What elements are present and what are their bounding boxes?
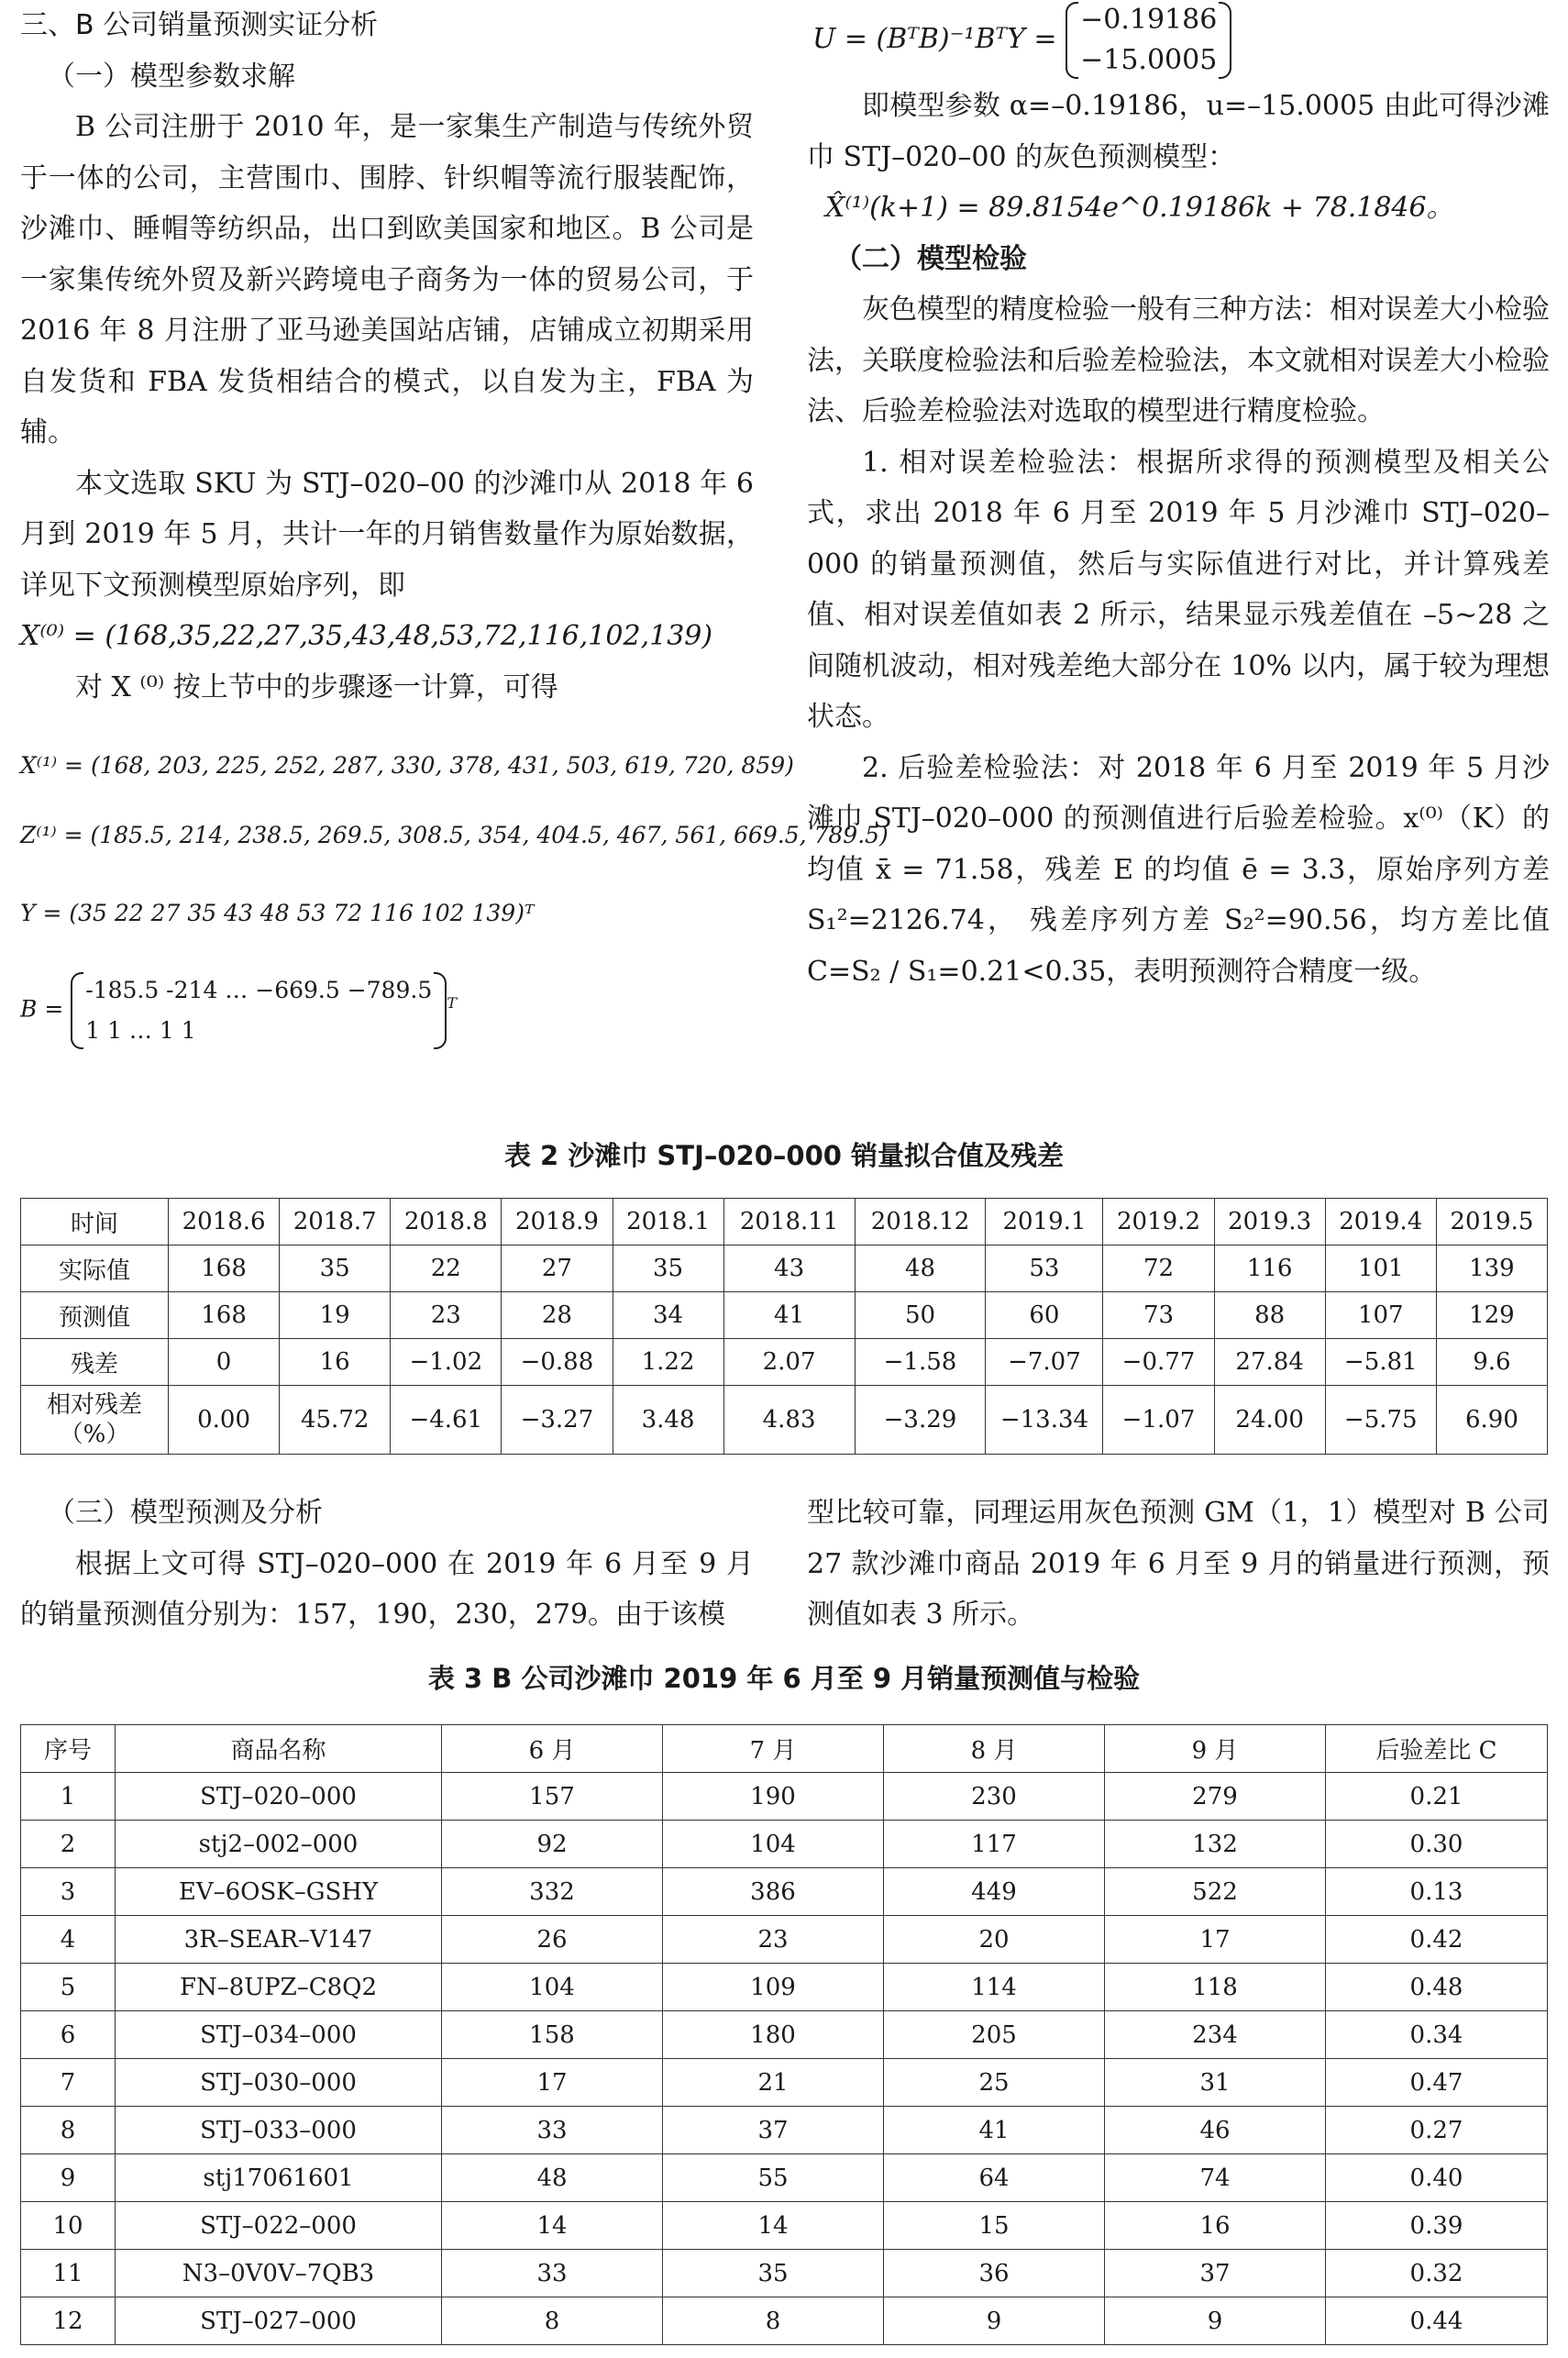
table-cell: 6.90 [1436, 1386, 1547, 1455]
table-cell: 230 [884, 1773, 1105, 1821]
table-cell: 20 [884, 1916, 1105, 1964]
table-cell: −1.07 [1103, 1386, 1214, 1455]
table-cell: −4.61 [391, 1386, 502, 1455]
table-cell: 24.00 [1214, 1386, 1325, 1455]
header-cell: 序号 [21, 1725, 116, 1773]
table-cell: 33 [442, 2107, 663, 2154]
table-cell: STJ–030–000 [116, 2059, 442, 2107]
table-cell: 180 [663, 2011, 884, 2059]
table-cell: 43 [723, 1245, 855, 1292]
table-cell: N3–0V0V–7QB3 [116, 2250, 442, 2297]
header-cell: 2018.9 [502, 1199, 613, 1245]
header-cell: 商品名称 [116, 1725, 442, 1773]
table-cell: STJ–027–000 [116, 2297, 442, 2345]
table-cell: 0.30 [1326, 1821, 1548, 1868]
table-cell: STJ–034–000 [116, 2011, 442, 2059]
table-cell: −3.27 [502, 1386, 613, 1455]
table-cell: 0.32 [1326, 2250, 1548, 2297]
table-cell: stj17061601 [116, 2154, 442, 2202]
table-cell: 11 [21, 2250, 116, 2297]
table-cell: 109 [663, 1964, 884, 2011]
right-column [807, 0, 1550, 997]
table-cell: 88 [1214, 1292, 1325, 1339]
table-cell: 17 [1105, 1916, 1326, 1964]
table-cell: 48 [442, 2154, 663, 2202]
left-column [20, 0, 889, 1051]
table-cell: 23 [391, 1292, 502, 1339]
table-row [21, 1821, 1548, 1868]
table-row [21, 2154, 1548, 2202]
table-cell: 0.21 [1326, 1773, 1548, 1821]
header-cell: 2018.7 [280, 1199, 391, 1245]
table-cell: 9.6 [1436, 1339, 1547, 1386]
table-cell: 8 [21, 2107, 116, 2154]
table-cell: 60 [986, 1292, 1103, 1339]
table-cell: 0 [169, 1339, 280, 1386]
table-cell: 522 [1105, 1868, 1326, 1916]
table-cell: 0.13 [1326, 1868, 1548, 1916]
paragraph: 灰色模型的精度检验一般有三种方法：相对误差大小检验法，关联度检验法和后验差检验法，本文就相对误差大小检验法、后验差检验法对选取的模型进行精度检验。 [807, 293, 1550, 427]
table-cell: 12 [21, 2297, 116, 2345]
table2 [20, 1198, 1548, 1455]
section-heading: 三、B 公司销量预测实证分析 [20, 9, 379, 41]
table-cell: 5 [21, 1964, 116, 2011]
table-cell: 33 [442, 2250, 663, 2297]
table-row [21, 1292, 1548, 1339]
table-cell: −7.07 [986, 1339, 1103, 1386]
table-cell: STJ–033–000 [116, 2107, 442, 2154]
transpose-mark: T [447, 993, 458, 1012]
header-cell: 2018.8 [391, 1199, 502, 1245]
equation-b-label: B = [20, 995, 64, 1022]
paragraph: 型比较可靠，同理运用灰色预测 GM（1，1）模型对 B 公司 27 款沙滩巾商品 2019 年 6 月至 9 月的销量进行预测，预测值如表 3 所示。 [807, 1497, 1550, 1631]
table-row [21, 1773, 1548, 1821]
table-cell: 22 [391, 1245, 502, 1292]
header-cell: 7 月 [663, 1725, 884, 1773]
header-cell: 2018.1 [613, 1199, 723, 1245]
table-cell: 157 [442, 1773, 663, 1821]
table-cell: 45.72 [280, 1386, 391, 1455]
table-cell: 190 [663, 1773, 884, 1821]
table-cell: 332 [442, 1868, 663, 1916]
equation-b [20, 970, 754, 1051]
table-row [21, 2107, 1548, 2154]
table-cell: 10 [21, 2202, 116, 2250]
table-cell: −13.34 [986, 1386, 1103, 1455]
table-cell: EV–6OSK–GSHY [116, 1868, 442, 1916]
table-cell: 9 [21, 2154, 116, 2202]
paragraph: 2. 后验差检验法：对 2018 年 6 月至 2019 年 5 月沙滩巾 STJ–020–000 的预测值进行后验差检验。x⁽⁰⁾（K）的均值 x̄ = 71.58，残差 E 的均值 ē = 3.3，原始序列方差 S₁²=2126.74， 残差序列方差 S₂²=90.56，均方差比值 C=S₂ / S₁=0.21<0.35，表明预测符合精度一级。 [807, 751, 1550, 988]
header-cell: 6 月 [442, 1725, 663, 1773]
table-cell: 46 [1105, 2107, 1326, 2154]
table-cell: 118 [1105, 1964, 1326, 2011]
paragraph: 根据上文可得 STJ–020–000 在 2019 年 6 月至 9 月的销量预测值分别为：157，190，230，279。由于该模 [20, 1547, 754, 1631]
subsection-heading: （三）模型预测及分析 [48, 1497, 323, 1529]
table-cell: stj2–002–000 [116, 1821, 442, 1868]
table-cell: 27 [502, 1245, 613, 1292]
table-cell: 35 [280, 1245, 391, 1292]
table-cell: 0.42 [1326, 1916, 1548, 1964]
table-cell: 残差 [21, 1339, 169, 1386]
equation-y: Y = (35 22 27 35 43 48 53 72 116 102 139)ᵀ [20, 900, 535, 926]
table-cell: 129 [1436, 1292, 1547, 1339]
table-cell: 15 [884, 2202, 1105, 2250]
table-cell: 8 [442, 2297, 663, 2345]
subsection-heading: （二）模型检验 [834, 242, 1027, 275]
table-cell: −0.77 [1103, 1339, 1214, 1386]
matrix-row: −0.19186 [1080, 4, 1218, 36]
table-cell: 1.22 [613, 1339, 723, 1386]
paragraph: 即模型参数 α=–0.19186，u=–15.0005 由此可得沙滩巾 STJ–020–00 的灰色预测模型： [807, 90, 1550, 173]
table-cell: 25 [884, 2059, 1105, 2107]
table-row [21, 2297, 1548, 2345]
table-cell: 28 [502, 1292, 613, 1339]
table-cell: 72 [1103, 1245, 1214, 1292]
table-cell: 139 [1436, 1245, 1547, 1292]
lower-left-column [20, 1488, 754, 1641]
table-cell: 9 [1105, 2297, 1326, 2345]
header-cell: 2019.4 [1325, 1199, 1436, 1245]
header-cell: 后验差比 C [1326, 1725, 1548, 1773]
table-cell: 9 [884, 2297, 1105, 2345]
table-cell: 预测值 [21, 1292, 169, 1339]
table-cell: 3R–SEAR–V147 [116, 1916, 442, 1964]
table-header-row [21, 1199, 1548, 1245]
table-cell: 386 [663, 1868, 884, 1916]
table-cell: 50 [855, 1292, 986, 1339]
table-cell: 2 [21, 1821, 116, 1868]
header-cell: 2018.12 [855, 1199, 986, 1245]
matrix-row: 1 1 … 1 1 [85, 1016, 196, 1044]
header-cell: 8 月 [884, 1725, 1105, 1773]
table-row [21, 1386, 1548, 1455]
table-cell: 31 [1105, 2059, 1326, 2107]
table-cell: 19 [280, 1292, 391, 1339]
table-cell: 实际值 [21, 1245, 169, 1292]
table-cell: 205 [884, 2011, 1105, 2059]
table-cell: 8 [663, 2297, 884, 2345]
header-cell: 2019.3 [1214, 1199, 1325, 1245]
matrix-b [71, 970, 447, 1051]
table-cell: −1.02 [391, 1339, 502, 1386]
table-cell: STJ–022–000 [116, 2202, 442, 2250]
table-cell: −1.58 [855, 1339, 986, 1386]
table-cell: 41 [723, 1292, 855, 1339]
header-cell: 时间 [21, 1199, 169, 1245]
table-cell: 37 [1105, 2250, 1326, 2297]
table3-caption: 表 3 B 公司沙滩巾 2019 年 6 月至 9 月销量预测值与检验 [427, 1663, 1141, 1694]
table-cell: 0.39 [1326, 2202, 1548, 2250]
table-cell: 0.40 [1326, 2154, 1548, 2202]
table-cell: 14 [442, 2202, 663, 2250]
table-cell: −0.88 [502, 1339, 613, 1386]
equation-u-label: U = (BᵀB)⁻¹BᵀY = [812, 23, 1057, 55]
table-cell: −5.81 [1325, 1339, 1436, 1386]
table-cell: 16 [280, 1339, 391, 1386]
table-cell: 55 [663, 2154, 884, 2202]
equation-z1: Z⁽¹⁾ = (185.5, 214, 238.5, 269.5, 308.5, 354, 404.5, 467, 561, 669.5, 789.5) [20, 821, 889, 848]
table-row [21, 1868, 1548, 1916]
table-cell: 16 [1105, 2202, 1326, 2250]
table-cell: 107 [1325, 1292, 1436, 1339]
table-row [21, 2202, 1548, 2250]
paragraph: B 公司注册于 2010 年，是一家集生产制造与传统外贸于一体的公司，主营围巾、围脖、针织帽等流行服装配饰，沙滩巾、睡帽等纺织品，出口到欧美国家和地区。B 公司是一家集传统外贸及新兴跨境电子商务为一体的贸易公司，于 2016 年 8 月注册了亚马逊美国站店铺，店铺成立初期采用自发货和 FBA 发货相结合的模式，以自发为主，FBA 为辅。 [20, 111, 754, 448]
table-cell: 27.84 [1214, 1339, 1325, 1386]
table-cell: 6 [21, 2011, 116, 2059]
header-cell: 2019.5 [1436, 1199, 1547, 1245]
table-cell: 104 [663, 1821, 884, 1868]
table-cell: STJ–020–000 [116, 1773, 442, 1821]
equation-model: X̂⁽¹⁾(k+1) = 89.8154e^0.19186k + 78.1846。 [825, 192, 1454, 224]
table-cell: 64 [884, 2154, 1105, 2202]
table-cell: 21 [663, 2059, 884, 2107]
table-cell: 0.48 [1326, 1964, 1548, 2011]
table-cell: 73 [1103, 1292, 1214, 1339]
table2-caption: 表 2 沙滩巾 STJ–020–000 销量拟合值及残差 [503, 1140, 1065, 1171]
table-cell: 117 [884, 1821, 1105, 1868]
table-cell: 0.47 [1326, 2059, 1548, 2107]
table-cell: 48 [855, 1245, 986, 1292]
table-cell: 4.83 [723, 1386, 855, 1455]
table-cell: 4 [21, 1916, 116, 1964]
table-row [21, 1339, 1548, 1386]
table-cell: 23 [663, 1916, 884, 1964]
table-row [21, 1245, 1548, 1292]
header-cell: 9 月 [1105, 1725, 1326, 1773]
table-cell: 168 [169, 1245, 280, 1292]
paragraph: 1. 相对误差检验法：根据所求得的预测模型及相关公式，求出 2018 年 6 月至 2019 年 5 月沙滩巾 STJ–020–000 的销量预测值，然后与实际值进行对比，并计算残差值、相对误差值如表 2 所示，结果显示残差值在 –5~28 之间随机波动，相对残差绝大部分在 10% 以内，属于较为理想状态。 [807, 446, 1550, 733]
subsection-heading: （一）模型参数求解 [48, 60, 295, 93]
header-cell: 2019.2 [1103, 1199, 1214, 1245]
table-cell: 0.27 [1326, 2107, 1548, 2154]
table-cell: 101 [1325, 1245, 1436, 1292]
table-cell: 35 [613, 1245, 723, 1292]
table-row [21, 1964, 1548, 2011]
matrix-row: -185.5 -214 … −669.5 −789.5 [85, 976, 433, 1003]
header-cell: 2018.11 [723, 1199, 855, 1245]
table-cell: 0.44 [1326, 2297, 1548, 2345]
table-header-row [21, 1725, 1548, 1773]
table-row [21, 2059, 1548, 2107]
table-cell: 2.07 [723, 1339, 855, 1386]
table-cell: 3 [21, 1868, 116, 1916]
equation-u [807, 0, 1550, 81]
table-cell: 17 [442, 2059, 663, 2107]
table-cell: 74 [1105, 2154, 1326, 2202]
matrix-u [1066, 0, 1231, 81]
table-cell: 449 [884, 1868, 1105, 1916]
table-cell: 234 [1105, 2011, 1326, 2059]
table-cell: 14 [663, 2202, 884, 2250]
equation-x0: X⁽⁰⁾ = (168,35,22,27,35,43,48,53,72,116,102,139) [20, 620, 713, 652]
table-cell: 34 [613, 1292, 723, 1339]
table-cell: 132 [1105, 1821, 1326, 1868]
table-row [21, 2250, 1548, 2297]
equation-x1: X⁽¹⁾ = (168, 203, 225, 252, 287, 330, 378, 431, 503, 619, 720, 859) [20, 752, 794, 779]
table-cell: 36 [884, 2250, 1105, 2297]
table-row [21, 2011, 1548, 2059]
table-cell: 26 [442, 1916, 663, 1964]
table-cell: 279 [1105, 1773, 1326, 1821]
table-cell: 3.48 [613, 1386, 723, 1455]
paragraph: 本文选取 SKU 为 STJ–020–00 的沙滩巾从 2018 年 6 月到 2019 年 5 月，共计一年的月销售数量作为原始数据，详见下文预测模型原始序列，即 [20, 467, 754, 602]
table-cell: 7 [21, 2059, 116, 2107]
table-row [21, 1916, 1548, 1964]
paragraph: 对 X ⁽⁰⁾ 按上节中的步骤逐一计算，可得 [75, 670, 558, 703]
table-cell: 53 [986, 1245, 1103, 1292]
table3 [20, 1724, 1548, 2345]
table-cell: 37 [663, 2107, 884, 2154]
table-cell: 0.00 [169, 1386, 280, 1455]
table-cell: 168 [169, 1292, 280, 1339]
table-cell: 92 [442, 1821, 663, 1868]
table-cell: 相对残差（%） [21, 1386, 169, 1455]
table-cell: 1 [21, 1773, 116, 1821]
table-cell: 0.34 [1326, 2011, 1548, 2059]
table-cell: 35 [663, 2250, 884, 2297]
table-cell: FN–8UPZ–C8Q2 [116, 1964, 442, 2011]
header-cell: 2019.1 [986, 1199, 1103, 1245]
table-cell: 116 [1214, 1245, 1325, 1292]
table-cell: 41 [884, 2107, 1105, 2154]
table-cell: 114 [884, 1964, 1105, 2011]
table-cell: 158 [442, 2011, 663, 2059]
lower-right-column [807, 1488, 1550, 1641]
matrix-row: −15.0005 [1080, 44, 1218, 76]
table-cell: 104 [442, 1964, 663, 2011]
table-cell: −3.29 [855, 1386, 986, 1455]
header-cell: 2018.6 [169, 1199, 280, 1245]
table-cell: −5.75 [1325, 1386, 1436, 1455]
